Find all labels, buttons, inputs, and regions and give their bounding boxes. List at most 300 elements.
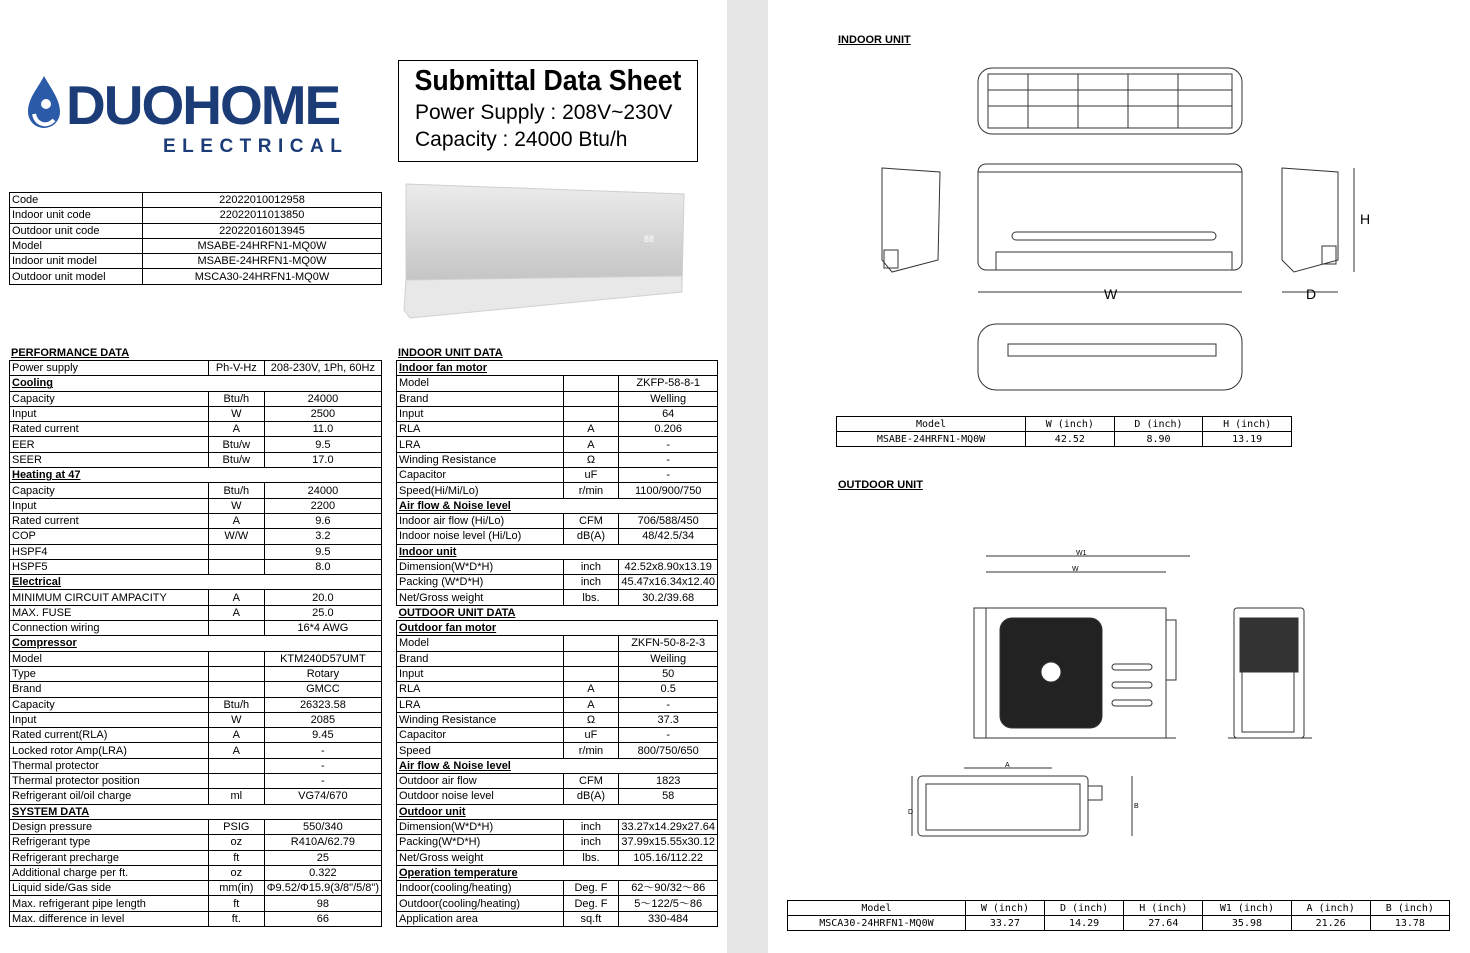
row-unit: Btu/w: [208, 437, 264, 452]
row-label: EER: [10, 437, 209, 452]
indoor-outdoor-table: [396, 360, 718, 927]
table-row: [397, 513, 718, 528]
row-unit: PSIG: [208, 819, 264, 834]
row-label: Input: [10, 406, 209, 421]
row-unit: [563, 666, 619, 681]
code-value: 22022010012958: [143, 193, 382, 208]
row-unit: [208, 651, 264, 666]
unit-display-readout: 88: [644, 234, 655, 244]
row-value: ZKFP-58-8-1: [619, 376, 718, 391]
row-unit: sq.ft: [563, 911, 619, 926]
row-unit: oz: [208, 835, 264, 850]
table-row: [10, 819, 382, 834]
row-unit: [208, 559, 264, 574]
row-label: RLA: [397, 422, 564, 437]
row-unit: [208, 621, 264, 636]
table-heading: OUTDOOR UNIT DATA: [397, 605, 718, 620]
row-label: Outdoor(cooling/heating): [397, 896, 564, 911]
row-unit: [208, 774, 264, 789]
table-row: [397, 559, 718, 574]
duohome-logo: [22, 72, 349, 162]
row-value: 25.0: [264, 605, 381, 620]
row-value: 24000: [264, 391, 381, 406]
row-label: Packing(W*D*H): [397, 835, 564, 850]
table-row: [10, 621, 382, 636]
row-value: 3.2: [264, 529, 381, 544]
table-row: [397, 621, 718, 636]
row-value: 33.27x14.29x27.64: [619, 819, 718, 834]
row-label: Refrigerant oil/oil charge: [10, 789, 209, 804]
indoor-unit-drawing: [868, 60, 1408, 400]
row-unit: mm(in): [208, 881, 264, 896]
code-value: MSCA30-24HRFN1-MQ0W: [143, 269, 382, 284]
row-unit: ft.: [208, 911, 264, 926]
row-unit: inch: [563, 819, 619, 834]
datasheet-page-2: [768, 0, 1470, 953]
table-row: [10, 881, 382, 896]
row-label: Dimension(W*D*H): [397, 559, 564, 574]
table-row: [397, 636, 718, 651]
column-header: W (inch): [1026, 417, 1115, 432]
row-unit: W: [208, 406, 264, 421]
row-unit: dB(A): [563, 529, 619, 544]
row-value: 66: [264, 911, 381, 926]
row-value: 20.0: [264, 590, 381, 605]
row-value: -: [264, 758, 381, 773]
row-label: Indoor(cooling/heating): [397, 881, 564, 896]
table-row: [10, 559, 382, 574]
table-cell: 35.98: [1203, 916, 1291, 931]
row-unit: Ω: [563, 712, 619, 727]
row-label: Net/Gross weight: [397, 590, 564, 605]
table-row: [10, 590, 382, 605]
table-cell: MSABE-24HRFN1-MQ0W: [837, 432, 1026, 447]
column-header: B (inch): [1370, 901, 1449, 916]
row-label: Application area: [397, 911, 564, 926]
table-row: [397, 437, 718, 452]
table-row: [10, 452, 382, 467]
dimension-w-label: W: [1104, 286, 1118, 302]
row-unit: A: [208, 513, 264, 528]
row-unit: Ω: [563, 452, 619, 467]
row-value: 17.0: [264, 452, 381, 467]
table-row: [397, 804, 718, 819]
row-value: 550/340: [264, 819, 381, 834]
dimension-b-label: B: [1134, 803, 1139, 810]
code-label: Outdoor unit code: [10, 223, 143, 238]
row-label: Model: [397, 636, 564, 651]
table-row: [397, 651, 718, 666]
code-value: 22022011013850: [143, 208, 382, 223]
dimension-a-label: A: [1005, 762, 1010, 769]
table-row: [397, 712, 718, 727]
table-row: [10, 651, 382, 666]
section-heading: SYSTEM DATA: [10, 804, 382, 819]
row-value: 42.52x8.90x13.19: [619, 559, 718, 574]
row-unit: A: [208, 605, 264, 620]
brand-name: DUOHOME: [66, 74, 340, 136]
row-value: 2500: [264, 406, 381, 421]
row-value: 50: [619, 666, 718, 681]
code-label: Indoor unit model: [10, 254, 143, 269]
table-row: [397, 835, 718, 850]
row-label: Dimension(W*D*H): [397, 819, 564, 834]
row-unit: Ph-V-Hz: [208, 361, 264, 376]
section-heading: Heating at 47: [10, 468, 382, 483]
table-row: [10, 208, 382, 223]
row-unit: W/W: [208, 529, 264, 544]
table-row: [10, 483, 382, 498]
table-cell: 42.52: [1026, 432, 1115, 447]
table-row: [10, 804, 382, 819]
indoor-unit-photo: [400, 180, 690, 320]
row-value: GMCC: [264, 682, 381, 697]
row-value: 800/750/650: [619, 743, 718, 758]
column-header: D (inch): [1045, 901, 1124, 916]
row-label: Liquid side/Gas side: [10, 881, 209, 896]
row-label: Type: [10, 666, 209, 681]
table-cell: MSCA30-24HRFN1-MQ0W: [788, 916, 966, 931]
row-unit: W: [208, 498, 264, 513]
row-unit: ml: [208, 789, 264, 804]
row-value: 330-484: [619, 911, 718, 926]
row-label: Max. difference in level: [10, 911, 209, 926]
row-value: 37.3: [619, 712, 718, 727]
row-unit: [208, 544, 264, 559]
row-value: -: [264, 774, 381, 789]
datasheet-page-1: [0, 0, 727, 953]
table-row: [10, 712, 382, 727]
table-row: [397, 605, 718, 620]
table-row: [397, 452, 718, 467]
table-cell: 13.78: [1370, 916, 1449, 931]
row-value: 9.45: [264, 728, 381, 743]
row-value: VG74/670: [264, 789, 381, 804]
row-label: MAX. FUSE: [10, 605, 209, 620]
row-label: Connection wiring: [10, 621, 209, 636]
table-row: [397, 758, 718, 773]
outdoor-unit-heading: OUTDOOR UNIT: [838, 479, 923, 491]
table-row: [397, 743, 718, 758]
row-unit: Btu/h: [208, 697, 264, 712]
row-unit: [208, 758, 264, 773]
title-box: [398, 60, 698, 162]
row-label: Rated current: [10, 513, 209, 528]
row-unit: A: [563, 697, 619, 712]
row-label: Rated current(RLA): [10, 728, 209, 743]
column-header: Model: [837, 417, 1026, 432]
dimension-w1-label: W1: [1076, 550, 1087, 557]
power-supply-text: Power Supply : 208V~230V: [415, 101, 673, 124]
row-unit: Btu/h: [208, 391, 264, 406]
row-value: -: [619, 452, 718, 467]
row-label: Design pressure: [10, 819, 209, 834]
row-label: Net/Gross weight: [397, 850, 564, 865]
section-heading: Indoor unit: [397, 544, 718, 559]
table-row: [10, 636, 382, 651]
row-value: 1100/900/750: [619, 483, 718, 498]
row-unit: uF: [563, 468, 619, 483]
table-row: [397, 498, 718, 513]
row-value: 26323.58: [264, 697, 381, 712]
row-label: Winding Resistance: [397, 452, 564, 467]
dimension-d-label: D: [1306, 286, 1317, 302]
table-row: [10, 254, 382, 269]
section-heading: Electrical: [10, 575, 382, 590]
row-value: 62～90/32～86: [619, 881, 718, 896]
row-unit: A: [208, 728, 264, 743]
row-label: Outdoor air flow: [397, 774, 564, 789]
row-label: RLA: [397, 682, 564, 697]
row-unit: dB(A): [563, 789, 619, 804]
row-unit: A: [208, 422, 264, 437]
table-cell: 33.27: [965, 916, 1044, 931]
row-value: -: [264, 743, 381, 758]
row-label: Model: [397, 376, 564, 391]
section-heading: Cooling: [10, 376, 382, 391]
brand-subtitle: ELECTRICAL: [163, 136, 349, 157]
row-value: 0.206: [619, 422, 718, 437]
table-row: [10, 223, 382, 238]
row-value: 64: [619, 406, 718, 421]
row-label: COP: [10, 529, 209, 544]
logo-drop-icon: [22, 74, 64, 136]
row-value: KTM240D57UMT: [264, 651, 381, 666]
code-value: MSABE-24HRFN1-MQ0W: [143, 238, 382, 253]
row-unit: A: [563, 682, 619, 697]
table-row: [788, 916, 1450, 931]
code-label: Indoor unit code: [10, 208, 143, 223]
row-label: Rated current: [10, 422, 209, 437]
row-unit: r/min: [563, 483, 619, 498]
row-label: Capacitor: [397, 728, 564, 743]
table-row: [10, 513, 382, 528]
row-value: 30.2/39.68: [619, 590, 718, 605]
row-value: Weiling: [619, 651, 718, 666]
row-unit: [208, 682, 264, 697]
row-value: 105.16/112.22: [619, 850, 718, 865]
row-unit: oz: [208, 865, 264, 880]
table-row: [10, 743, 382, 758]
row-label: Brand: [10, 682, 209, 697]
row-value: 5～122/5～86: [619, 896, 718, 911]
row-unit: lbs.: [563, 590, 619, 605]
row-label: Brand: [397, 651, 564, 666]
row-value: 0.322: [264, 865, 381, 880]
row-label: Speed(Hi/Mi/Lo): [397, 483, 564, 498]
row-value: ZKFN-50-8-2-3: [619, 636, 718, 651]
row-label: Speed: [397, 743, 564, 758]
table-row: [10, 193, 382, 208]
section-heading: Outdoor unit: [397, 804, 718, 819]
column-header: H (inch): [1124, 901, 1203, 916]
row-value: Welling: [619, 391, 718, 406]
row-value: 25: [264, 850, 381, 865]
row-label: Capacity: [10, 483, 209, 498]
column-header: W (inch): [965, 901, 1044, 916]
column-header: A (inch): [1291, 901, 1370, 916]
column-header: W1 (inch): [1203, 901, 1291, 916]
row-label: Power supply: [10, 361, 209, 376]
row-unit: A: [208, 590, 264, 605]
outdoor-unit-drawing: [908, 548, 1348, 848]
table-row: [397, 422, 718, 437]
row-value: R410A/62.79: [264, 835, 381, 850]
section-heading: Indoor fan motor: [397, 361, 718, 376]
row-value: 58: [619, 789, 718, 804]
table-cell: 27.64: [1124, 916, 1203, 931]
table-row: [397, 590, 718, 605]
section-heading: Outdoor fan motor: [397, 621, 718, 636]
table-row: [397, 361, 718, 376]
column-header: D (inch): [1114, 417, 1203, 432]
row-unit: [563, 406, 619, 421]
table-row: [10, 376, 382, 391]
row-label: Input: [10, 498, 209, 513]
table-row: [397, 728, 718, 743]
row-unit: [563, 651, 619, 666]
row-label: Max. refrigerant pipe length: [10, 896, 209, 911]
row-unit: CFM: [563, 513, 619, 528]
row-label: Input: [397, 666, 564, 681]
table-row: [397, 406, 718, 421]
table-row: [397, 789, 718, 804]
row-label: Brand: [397, 391, 564, 406]
row-value: 45.47x16.34x12.40: [619, 575, 718, 590]
performance-table: [9, 360, 382, 927]
table-row: [397, 774, 718, 789]
section-heading: Operation temperature: [397, 865, 718, 880]
outdoor-dimension-table: [787, 900, 1450, 931]
table-row: [397, 575, 718, 590]
row-value: Rotary: [264, 666, 381, 681]
table-row: [10, 666, 382, 681]
table-row: [397, 376, 718, 391]
row-value: 0.5: [619, 682, 718, 697]
table-row: [10, 575, 382, 590]
table-row: [397, 544, 718, 559]
row-unit: [563, 391, 619, 406]
row-value: 11.0: [264, 422, 381, 437]
table-row: [397, 666, 718, 681]
table-row: [397, 850, 718, 865]
code-value: 22022016013945: [143, 223, 382, 238]
row-value: 37.99x15.55x30.12: [619, 835, 718, 850]
row-value: 9.6: [264, 513, 381, 528]
code-label: Code: [10, 193, 143, 208]
row-label: SEER: [10, 452, 209, 467]
row-label: Capacitor: [397, 468, 564, 483]
row-unit: uF: [563, 728, 619, 743]
table-row: [10, 238, 382, 253]
table-row: [10, 406, 382, 421]
indoor-dimension-table: [836, 416, 1292, 447]
table-row: [397, 391, 718, 406]
table-header-row: [837, 417, 1292, 432]
code-label: Outdoor unit model: [10, 269, 143, 284]
row-unit: A: [563, 422, 619, 437]
table-row: [10, 865, 382, 880]
row-value: 98: [264, 896, 381, 911]
row-label: Model: [10, 651, 209, 666]
row-unit: CFM: [563, 774, 619, 789]
sheet-title: Submittal Data Sheet: [414, 65, 682, 97]
table-row: [397, 896, 718, 911]
row-value: -: [619, 697, 718, 712]
row-unit: Deg. F: [563, 881, 619, 896]
row-value: 48/42.5/34: [619, 529, 718, 544]
row-label: MINIMUM CIRCUIT AMPACITY: [10, 590, 209, 605]
row-value: 2200: [264, 498, 381, 513]
row-label: HSPF4: [10, 544, 209, 559]
row-label: Input: [10, 712, 209, 727]
performance-heading: PERFORMANCE DATA: [11, 347, 130, 359]
table-row: [397, 483, 718, 498]
table-row: [397, 697, 718, 712]
table-row: [397, 881, 718, 896]
table-row: [10, 269, 382, 284]
row-unit: Btu/h: [208, 483, 264, 498]
table-row: [837, 432, 1292, 447]
table-row: [10, 728, 382, 743]
row-label: HSPF5: [10, 559, 209, 574]
table-row: [10, 774, 382, 789]
row-unit: [208, 666, 264, 681]
table-row: [10, 758, 382, 773]
table-row: [397, 865, 718, 880]
row-label: Refrigerant type: [10, 835, 209, 850]
indoor-data-heading: INDOOR UNIT DATA: [398, 347, 503, 359]
row-label: LRA: [397, 697, 564, 712]
table-row: [10, 391, 382, 406]
section-heading: Compressor: [10, 636, 382, 651]
row-unit: [563, 636, 619, 651]
table-row: [10, 437, 382, 452]
table-row: [10, 697, 382, 712]
row-unit: inch: [563, 835, 619, 850]
row-value: Φ9.52/Φ15.9(3/8"/5/8"): [264, 881, 381, 896]
table-row: [397, 468, 718, 483]
row-value: 9.5: [264, 437, 381, 452]
code-label: Model: [10, 238, 143, 253]
row-value: 8.0: [264, 559, 381, 574]
row-label: Winding Resistance: [397, 712, 564, 727]
row-value: 2085: [264, 712, 381, 727]
row-unit: W: [208, 712, 264, 727]
table-row: [10, 529, 382, 544]
row-label: Locked rotor Amp(LRA): [10, 743, 209, 758]
row-label: Thermal protector: [10, 758, 209, 773]
row-unit: r/min: [563, 743, 619, 758]
dimension-h-label: H: [1360, 211, 1371, 227]
row-value: 208-230V, 1Ph, 60Hz: [264, 361, 381, 376]
row-label: Thermal protector position: [10, 774, 209, 789]
row-unit: lbs.: [563, 850, 619, 865]
column-header: H (inch): [1203, 417, 1292, 432]
row-unit: ft: [208, 896, 264, 911]
row-label: Capacity: [10, 697, 209, 712]
table-row: [397, 819, 718, 834]
table-row: [10, 498, 382, 513]
table-cell: 21.26: [1291, 916, 1370, 931]
row-unit: A: [208, 743, 264, 758]
row-label: Input: [397, 406, 564, 421]
row-unit: inch: [563, 575, 619, 590]
table-row: [397, 911, 718, 926]
row-value: 1823: [619, 774, 718, 789]
table-header-row: [788, 901, 1450, 916]
table-row: [10, 544, 382, 559]
